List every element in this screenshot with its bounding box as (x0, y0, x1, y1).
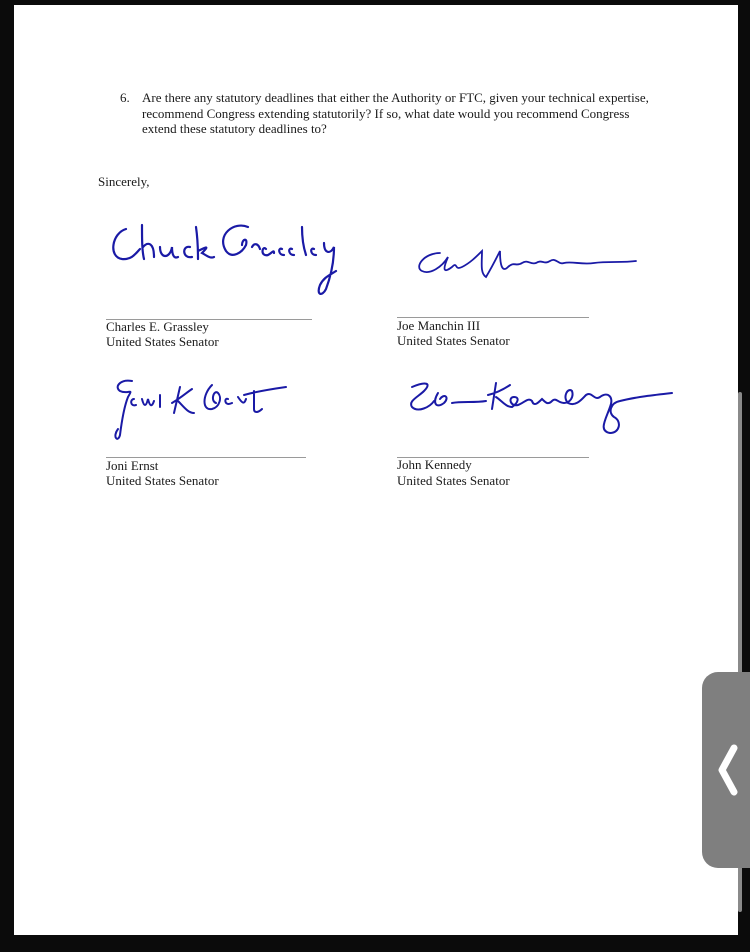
document-page (14, 5, 738, 935)
signer-title-kennedy: United States Senator (397, 473, 510, 488)
signature-grassley (102, 213, 352, 303)
question-number: 6. (120, 90, 130, 105)
side-panel-handle[interactable] (702, 672, 750, 868)
question-text: Are there any statutory deadlines that either the Authority or FTC, given your technical expertise, recommend Congress extending statutorily? If so, what date would you recommend Congress extend these statutory deadlines to? (142, 90, 649, 136)
signer-name-ernst: Joni Ernst (106, 458, 159, 473)
signature-manchin (412, 237, 642, 295)
signer-title-ernst: United States Senator (106, 473, 219, 488)
signer-title-manchin: United States Senator (397, 333, 510, 348)
signer-name-grassley: Charles E. Grassley (106, 319, 209, 334)
signer-name-kennedy: John Kennedy (397, 457, 472, 472)
signer-title-grassley: United States Senator (106, 334, 219, 349)
closing: Sincerely, (98, 174, 150, 189)
signature-ernst (104, 373, 294, 445)
signature-kennedy (396, 373, 678, 445)
chevron-left-icon (712, 742, 742, 798)
signer-name-manchin: Joe Manchin III (397, 318, 481, 333)
